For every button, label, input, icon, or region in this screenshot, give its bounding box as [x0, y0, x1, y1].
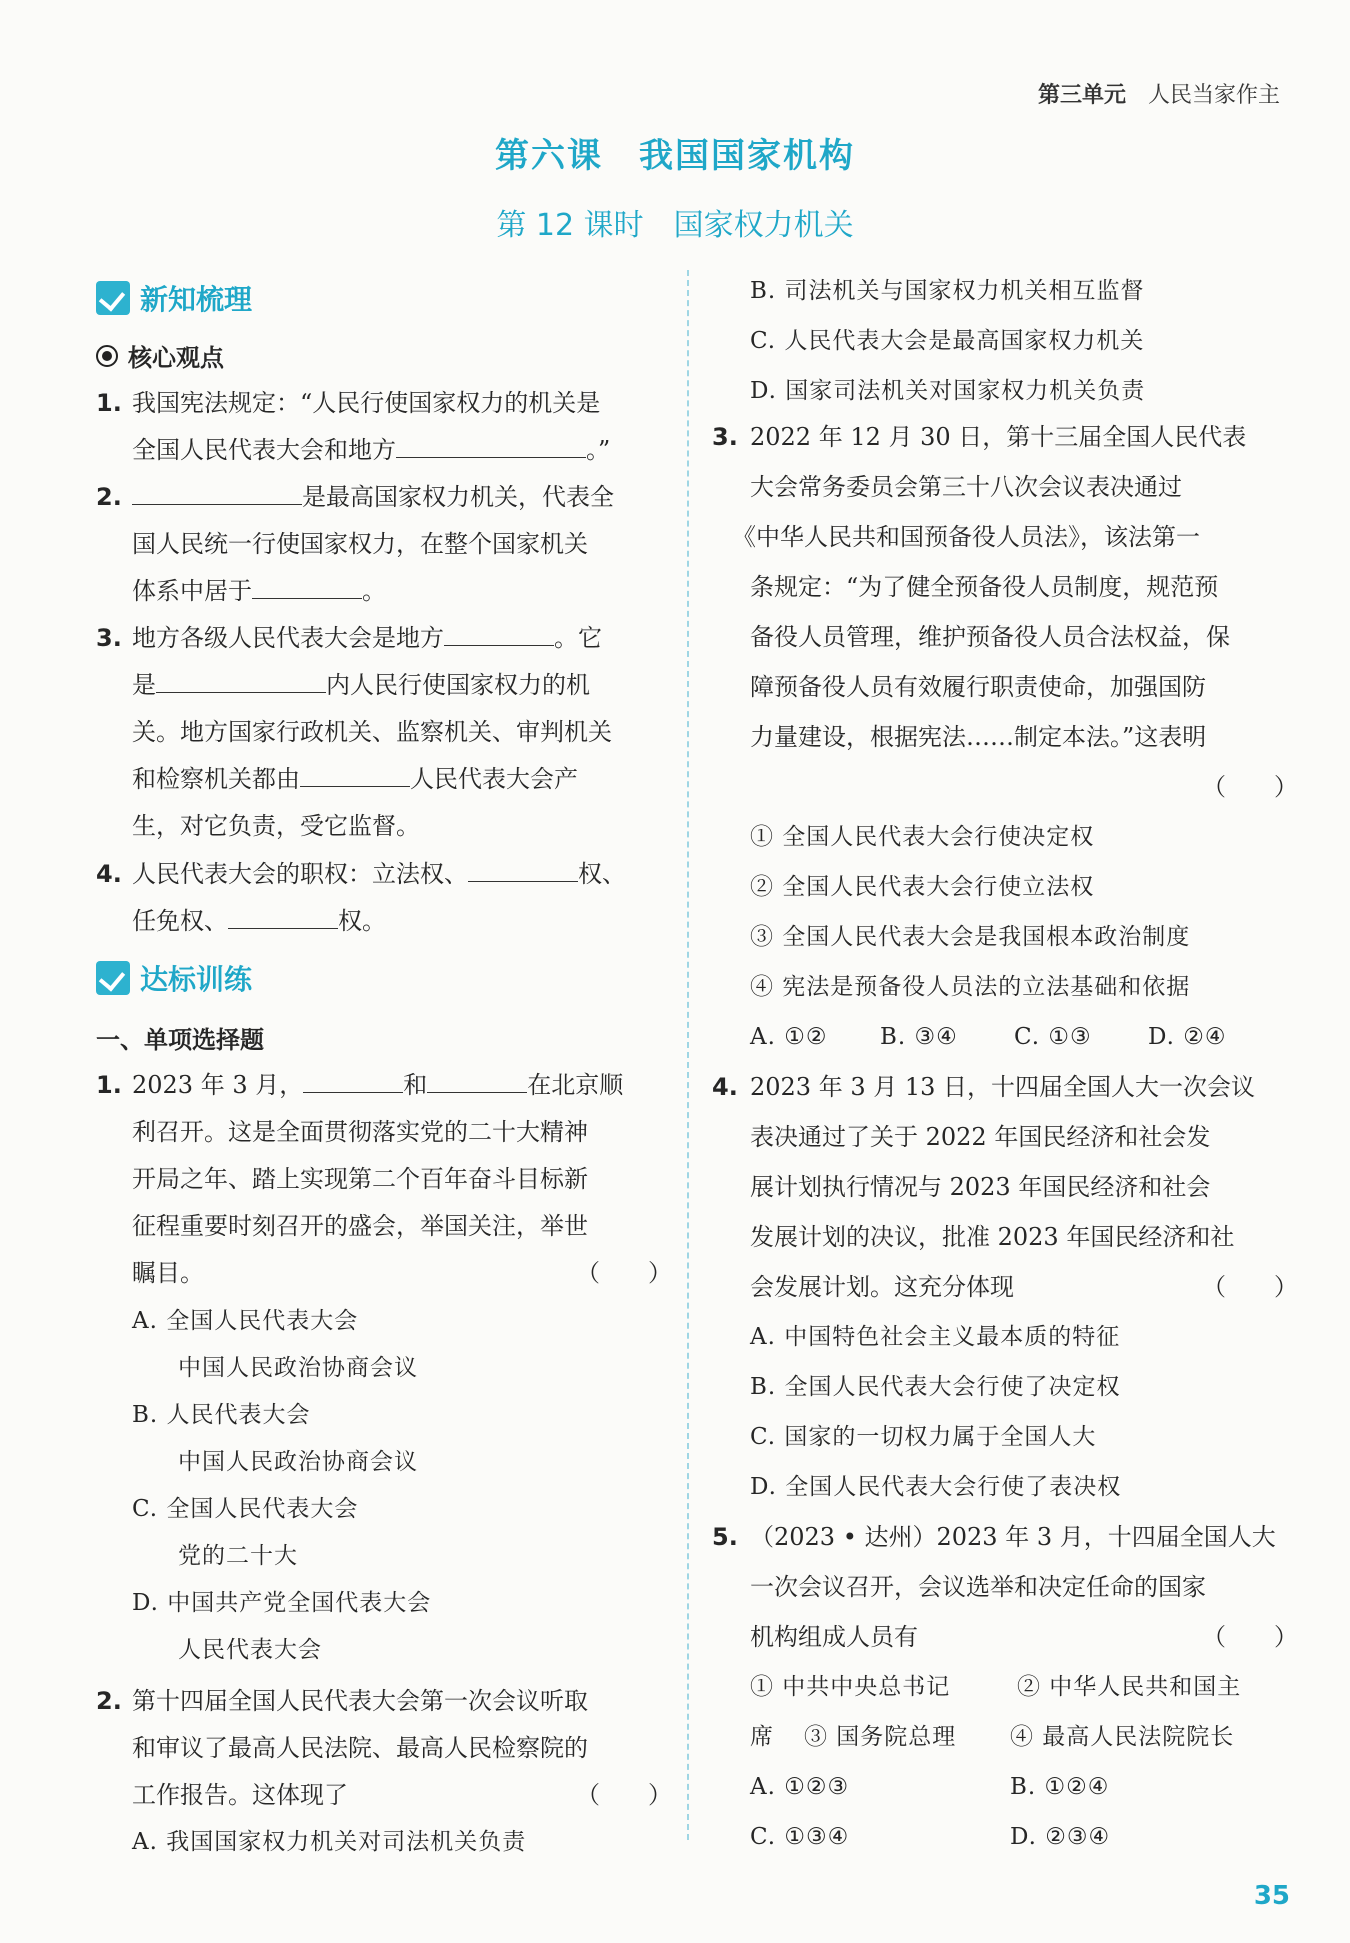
- option-b[interactable]: B. 全国人民代表大会行使了决定权: [750, 1374, 1121, 1400]
- statement-4: ④ 宪法是预备役人员法的立法基础和依据: [750, 974, 1191, 1000]
- option-c[interactable]: C. ①③④: [750, 1824, 850, 1850]
- item-text: 是: [132, 671, 156, 699]
- question-4: [712, 1064, 1302, 1504]
- question-number: 2.: [96, 1687, 122, 1715]
- option-a[interactable]: A. ①②: [750, 1024, 828, 1050]
- question-text: 在北京顺: [527, 1071, 624, 1099]
- answer-parentheses[interactable]: （ ）: [576, 1781, 672, 1809]
- option-d[interactable]: D. 全国人民代表大会行使了表决权: [750, 1474, 1122, 1500]
- section-practice: [96, 958, 252, 998]
- question-number: 4.: [712, 1073, 738, 1101]
- statement-2: ② 中华人民共和国主: [1017, 1674, 1242, 1700]
- answer-blank[interactable]: [303, 1068, 403, 1093]
- question-text: 2022 年 12 月 30 日，第十三届全国人民代表: [750, 423, 1247, 451]
- question-text: 一次会议召开，会议选举和决定任命的国家: [750, 1573, 1206, 1601]
- option-c[interactable]: C. 全国人民代表大会: [132, 1496, 359, 1522]
- question-text: 条规定：“为了健全预备役人员制度，规范预: [750, 573, 1219, 601]
- question-3: [712, 414, 1302, 1064]
- statement-3: ③ 全国人民代表大会是我国根本政治制度: [750, 924, 1191, 950]
- item-text: 地方各级人民代表大会是地方: [132, 624, 444, 652]
- statement-2: ② 全国人民代表大会行使立法权: [750, 874, 1095, 900]
- question-text: 《中华人民共和国预备役人员法》，该法第一: [732, 523, 1200, 551]
- answer-blank[interactable]: [444, 621, 554, 646]
- pencil-icon: [96, 961, 130, 995]
- question-number: 5.: [712, 1523, 738, 1551]
- section-title: 达标训练: [140, 963, 253, 996]
- answer-blank[interactable]: [252, 574, 362, 599]
- question-text: 征程重要时刻召开的盛会，举国关注，举世: [132, 1212, 588, 1240]
- answer-blank[interactable]: [468, 857, 578, 882]
- answer-blank[interactable]: [156, 668, 326, 693]
- unit-label: 第三单元: [1037, 83, 1126, 108]
- answer-parentheses[interactable]: （ ）: [1202, 1273, 1298, 1301]
- question-text: 第十四届全国人民代表大会第一次会议听取: [132, 1687, 588, 1715]
- question-text: 和审议了最高人民法院、最高人民检察院的: [132, 1734, 588, 1762]
- answer-parentheses[interactable]: （ ）: [1202, 773, 1298, 801]
- option-a[interactable]: A. 全国人民代表大会: [132, 1308, 359, 1334]
- unit-title: 人民当家作主: [1147, 83, 1280, 108]
- question-text: 大会常务委员会第三十八次会议表决通过: [750, 473, 1182, 501]
- answer-blank[interactable]: [300, 762, 410, 787]
- option-c-line2: 党的二十大: [178, 1543, 298, 1569]
- bullet-icon: [96, 345, 118, 367]
- option-b[interactable]: B. 司法机关与国家权力机关相互监督: [750, 278, 1145, 304]
- bullet-label: 核心观点: [128, 344, 224, 372]
- option-a[interactable]: A. 我国国家权力机关对司法机关负责: [132, 1829, 527, 1855]
- option-b[interactable]: B. ①②④: [1010, 1774, 1110, 1800]
- question-text: 展计划执行情况与 2023 年国民经济和社会: [750, 1173, 1211, 1201]
- question-text: 瞩目。: [132, 1259, 204, 1287]
- answer-blank[interactable]: [396, 433, 586, 458]
- question-text: 发展计划的决议，批准 2023 年国民经济和社: [750, 1223, 1235, 1251]
- running-header: [1038, 78, 1280, 109]
- answer-blank[interactable]: [132, 480, 302, 505]
- section-title: 新知梳理: [140, 283, 253, 316]
- question-text: 和: [403, 1071, 428, 1099]
- question-text: 工作报告。这体现了: [132, 1781, 348, 1809]
- question-2-continued: [722, 268, 1292, 408]
- question-text: （2023 • 达州）2023 年 3 月，十四届全国人大: [750, 1523, 1276, 1551]
- item-text: 关。地方国家行政机关、监察机关、审判机关: [132, 718, 612, 746]
- question-number: 3.: [712, 423, 738, 451]
- option-b-line2: 中国人民政治协商会议: [178, 1449, 418, 1475]
- option-d[interactable]: D. 国家司法机关对国家权力机关负责: [750, 378, 1146, 404]
- item-text: 我国宪法规定：“人民行使国家权力的机关是: [132, 389, 601, 417]
- statement-3: ③ 国务院总理: [804, 1724, 957, 1750]
- item-number: 3.: [96, 624, 122, 652]
- item-text: 体系中居于: [132, 577, 252, 605]
- item-text: 。: [362, 577, 386, 605]
- fill-item: [96, 380, 666, 480]
- option-d[interactable]: D. 中国共产党全国代表大会: [132, 1590, 432, 1616]
- item-text: 内人民行使国家权力的机: [326, 671, 590, 699]
- item-text: 权。: [338, 907, 386, 935]
- question-text: 开局之年、踏上实现第二个百年奋斗目标新: [132, 1165, 588, 1193]
- option-d-line2: 人民代表大会: [178, 1637, 322, 1663]
- option-a-line2: 中国人民政治协商会议: [178, 1355, 418, 1381]
- option-d[interactable]: D. ②③④: [1010, 1824, 1111, 1850]
- fill-item: [96, 474, 666, 624]
- fill-item: [96, 615, 666, 855]
- option-c[interactable]: C. 国家的一切权力属于全国人大: [750, 1424, 1097, 1450]
- question-1: [96, 1062, 672, 1663]
- answer-parentheses[interactable]: （ ）: [576, 1259, 672, 1287]
- lesson-subtitle: 第 12 课时 国家权力机关: [496, 208, 854, 243]
- question-text: 备役人员管理，维护预备役人员合法权益，保: [750, 623, 1230, 651]
- item-text: 任免权、: [132, 907, 228, 935]
- item-text: 生，对它负责，受它监督。: [132, 812, 420, 840]
- statement-4: ④ 最高人民法院院长: [1010, 1724, 1235, 1750]
- option-c[interactable]: C. 人民代表大会是最高国家权力机关: [750, 328, 1145, 354]
- option-c[interactable]: C. ①③: [1014, 1024, 1092, 1050]
- question-text: 2023 年 3 月 13 日，十四届全国人大一次会议: [750, 1073, 1256, 1101]
- option-a[interactable]: A. ①②③: [750, 1774, 850, 1800]
- question-2: [96, 1678, 672, 1878]
- item-text: 权、: [578, 860, 626, 888]
- mcq-heading: 一、单项选择题: [96, 1026, 264, 1054]
- item-text: 全国人民代表大会和地方: [132, 436, 396, 464]
- option-d[interactable]: D. ②④: [1148, 1024, 1227, 1050]
- item-number: 1.: [96, 389, 122, 417]
- item-number: 2.: [96, 483, 122, 511]
- fill-item: [96, 851, 666, 951]
- item-text: 。”: [586, 436, 611, 464]
- answer-blank[interactable]: [228, 904, 338, 929]
- question-text: 利召开。这是全面贯彻落实党的二十大精神: [132, 1118, 588, 1146]
- statement-1: ① 全国人民代表大会行使决定权: [750, 824, 1095, 850]
- question-5: [712, 1514, 1302, 1874]
- question-number: 1.: [96, 1071, 122, 1099]
- item-text: 和检察机关都由: [132, 765, 300, 793]
- item-text: 是最高国家权力机关，代表全: [302, 483, 614, 511]
- item-text: 人民代表大会产: [410, 765, 578, 793]
- answer-parentheses[interactable]: （ ）: [1202, 1623, 1298, 1651]
- item-text: 。它: [554, 624, 602, 652]
- question-text: 会发展计划。这充分体现: [750, 1273, 1014, 1301]
- checkbox-icon: [96, 281, 130, 315]
- core-viewpoint-heading: [96, 338, 224, 373]
- item-text: 国人民统一行使国家权力，在整个国家机关: [132, 530, 588, 558]
- statement-1: ① 中共中央总书记: [750, 1674, 951, 1700]
- question-text: 表决通过了关于 2022 年国民经济和社会发: [750, 1123, 1211, 1151]
- item-number: 4.: [96, 860, 122, 888]
- option-b[interactable]: B. 人民代表大会: [132, 1402, 311, 1428]
- answer-blank[interactable]: [427, 1068, 527, 1093]
- question-text: 机构组成人员有: [750, 1623, 918, 1651]
- column-divider: [687, 270, 689, 1840]
- question-text: 2023 年 3 月，: [132, 1071, 304, 1099]
- section-new-knowledge: [96, 278, 252, 318]
- item-text: 人民代表大会的职权：立法权、: [132, 860, 468, 888]
- question-text: 力量建设，根据宪法……制定本法。”这表明: [750, 723, 1207, 751]
- question-text: 障预备役人员有效履行职责使命，加强国防: [750, 673, 1206, 701]
- option-a[interactable]: A. 中国特色社会主义最本质的特征: [750, 1324, 1121, 1350]
- option-b[interactable]: B. ③④: [880, 1024, 958, 1050]
- page-number: 35: [1253, 1881, 1290, 1911]
- statement-2-cont: 席: [750, 1724, 774, 1750]
- lesson-title: 第六课 我国国家机构: [495, 136, 855, 176]
